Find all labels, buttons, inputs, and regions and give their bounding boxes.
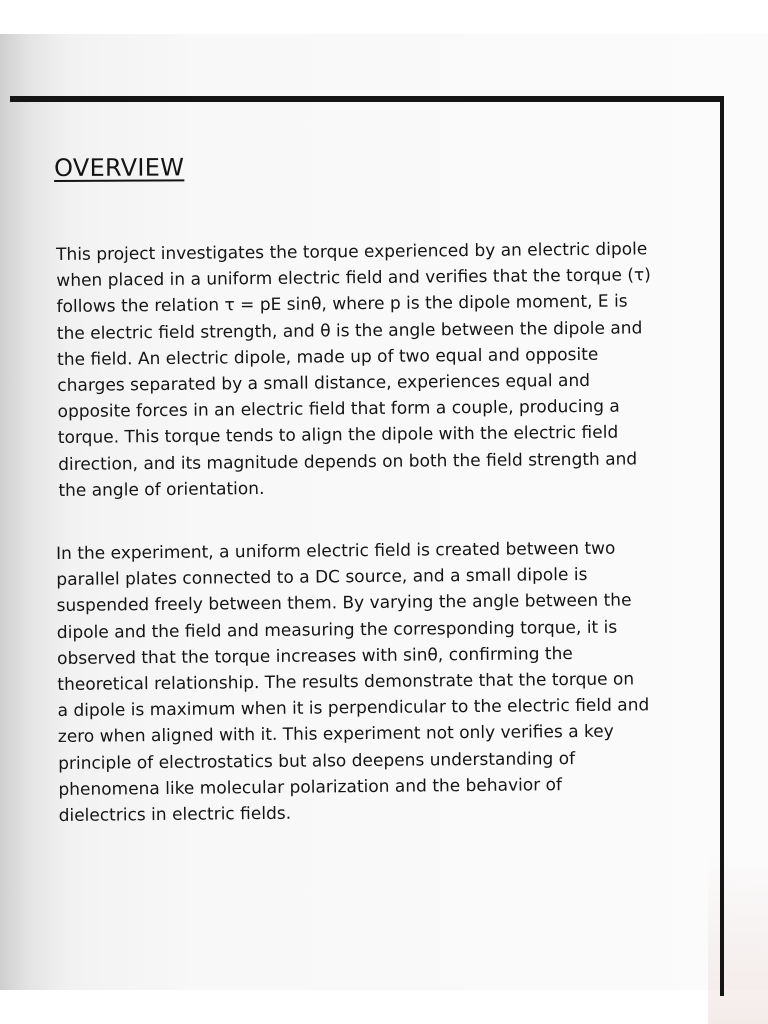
text-line: parallel plates connected to a DC source, and a small dipole is: [56, 565, 588, 591]
overview-paragraph-1: [56, 236, 674, 504]
text-line: a dipole is maximum when it is perpendicular to the electric field and: [57, 695, 650, 722]
text-line: In the experiment, a uniform electric field is created between two: [56, 538, 616, 564]
text-line: observed that the torque increases with sinθ, confirming the: [57, 643, 573, 669]
text-line: direction, and its magnitude depends on both the field strength and: [58, 449, 638, 475]
text-line: zero when aligned with it. This experiment not only verifies a key: [57, 722, 614, 748]
text-line: principle of electrostatics but also deepens understanding of: [58, 748, 576, 774]
text-line: theoretical relationship. The results demonstrate that the torque on: [57, 669, 635, 696]
text-line: the field. An electric dipole, made up of two equal and opposite: [57, 344, 599, 370]
section-heading: OVERVIEW: [54, 153, 185, 182]
overview-paragraph-2: [56, 535, 675, 829]
text-line: the electric field strength, and θ is the angle between the dipole and: [56, 317, 643, 344]
text-line: phenomena like molecular polarization and the behavior of: [58, 774, 563, 800]
text-line: follows the relation τ = pE sinθ, where p is the dipole moment, E is: [56, 291, 628, 318]
text-line: charges separated by a small distance, experiences equal and: [57, 370, 591, 397]
text-line: suspended freely between them. By varying the angle between the: [56, 590, 632, 617]
text-line: opposite forces in an electric field that form a couple, producing a: [57, 396, 620, 423]
text-line: dielectrics in electric fields.: [58, 803, 292, 827]
text-line: the angle of orientation.: [58, 478, 265, 501]
text-line: when placed in a uniform electric field and verifies that the torque (τ): [56, 265, 651, 292]
text-line: torque. This torque tends to align the dipole with the electric field: [57, 423, 619, 449]
text-line: This project investigates the torque experienced by an electric dipole: [56, 239, 648, 265]
text-line: dipole and the field and measuring the corresponding torque, it is: [56, 617, 618, 643]
